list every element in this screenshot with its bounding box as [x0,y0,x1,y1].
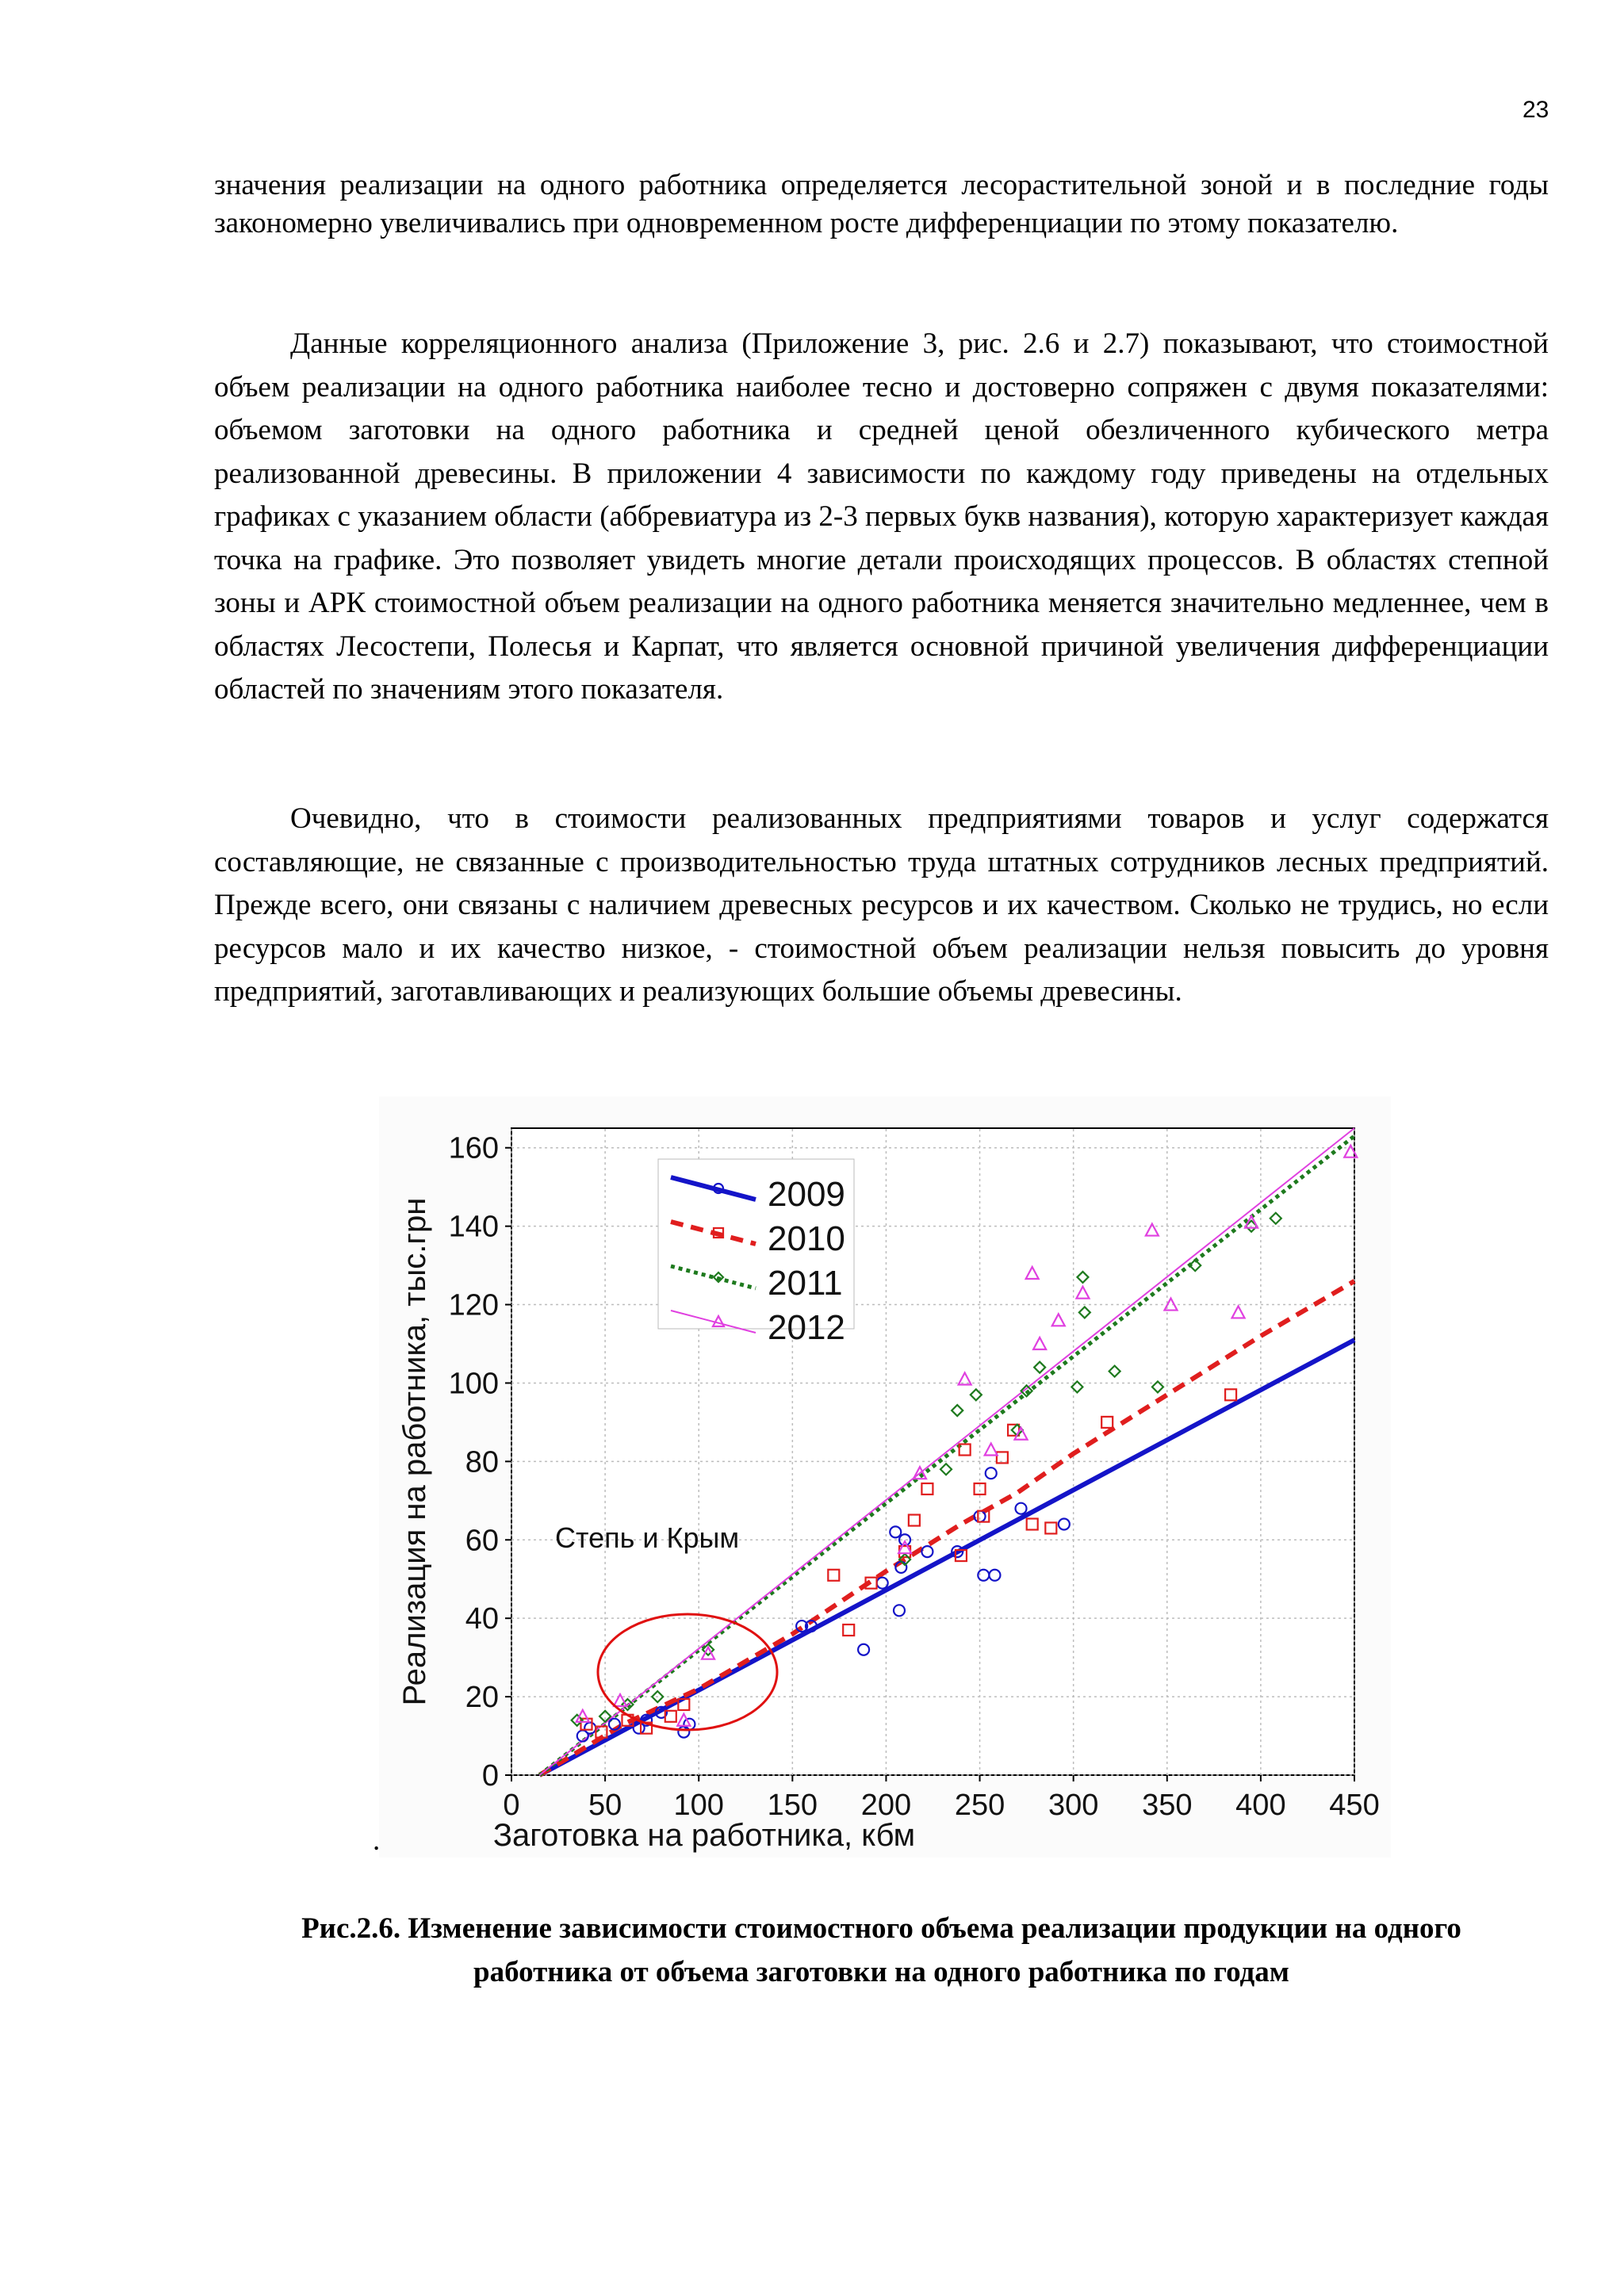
x-tick-label: 350 [1142,1789,1193,1822]
legend-label-2012: 2012 [768,1308,845,1347]
y-tick-label: 120 [448,1288,499,1322]
y-tick-label: 160 [448,1131,499,1165]
chart-svg [379,1096,1391,1858]
annotation-label: Степь и Крым [555,1521,740,1554]
y-tick-label: 20 [465,1681,499,1715]
legend-label-2009: 2009 [768,1175,845,1214]
x-tick-label: 400 [1235,1789,1286,1822]
page-number: 23 [1522,97,1549,123]
caption-line-1: Рис.2.6. Изменение зависимости стоимостного объема реализации продукции на одного [301,1912,1461,1945]
dot-mark: . [373,1824,381,1857]
figure-caption [214,1907,1549,1994]
plot-area [511,1128,1354,1775]
x-tick-label: 250 [954,1789,1005,1822]
legend-label-2010: 2010 [768,1219,845,1258]
paragraph-3: Очевидно, что в стоимости реализованных предприятиями товаров и услуг содержатся составляющие, не связанные с производительностью труда штатных сотрудников лесных предприятий. Прежде всего, они связаны с наличием древесных ресурсов и их качеством. Сколько не трудись, но если ресурсов мало и их качество низкое, - стоимостной объем реализации нельзя повысить до уровня предприятий, заготавливающих и реализующих большие объемы древесины. [214,802,1549,1008]
x-tick-label: 300 [1048,1789,1099,1822]
x-tick-label: 100 [673,1789,724,1822]
figure-chart [379,1096,1391,1858]
x-tick-label: 450 [1329,1789,1380,1822]
x-tick-label: 50 [588,1789,622,1822]
y-tick-label: 60 [465,1524,499,1558]
y-tick-label: 140 [448,1210,499,1244]
paragraph-1: значения реализации на одного работника определяется лесорастительной зоной и в последние годы закономерно увеличивались при одновременном росте дифференциации по этому показателю. [214,169,1549,239]
paragraph-2: Данные корреляционного анализа (Приложение 3, рис. 2.6 и 2.7) показывают, что стоимостной объем реализации на одного работника наиболее тесно и достоверно сопряжен с двумя показателями: объемом заготовки на одного работника и средней ценой обезличенного кубического метра реализованной древесины. В приложении 4 зависимости по каждому году приведены на отдельных графиках с указанием области (аббревиатура из 2-3 первых букв названия), которую характеризует каждая точка на графике. Это позволяет увидеть многие детали происходящих процессов. В областях степной зоны и АРК стоимостной объем реализации на одного работника меняется значительно медленнее, чем в областях Лесостепи, Полесья и Карпат, что является основной причиной увеличения дифференциации областей по значениям этого показателя. [214,327,1549,706]
x-tick-label: 200 [860,1789,912,1822]
y-axis-label: Реализация на работника, тыс.грн [397,1197,432,1706]
caption-line-2: работника от объема заготовки на одного работника по годам [473,1956,1289,1988]
y-tick-label: 80 [465,1445,499,1479]
y-tick-label: 100 [448,1367,499,1401]
y-tick-label: 0 [481,1759,499,1793]
y-tick-label: 40 [465,1602,499,1636]
x-axis-label: Заготовка на работника, кбм [492,1818,916,1853]
x-tick-label: 0 [503,1789,520,1822]
legend-label-2011: 2011 [768,1264,843,1303]
x-tick-label: 150 [767,1789,818,1822]
